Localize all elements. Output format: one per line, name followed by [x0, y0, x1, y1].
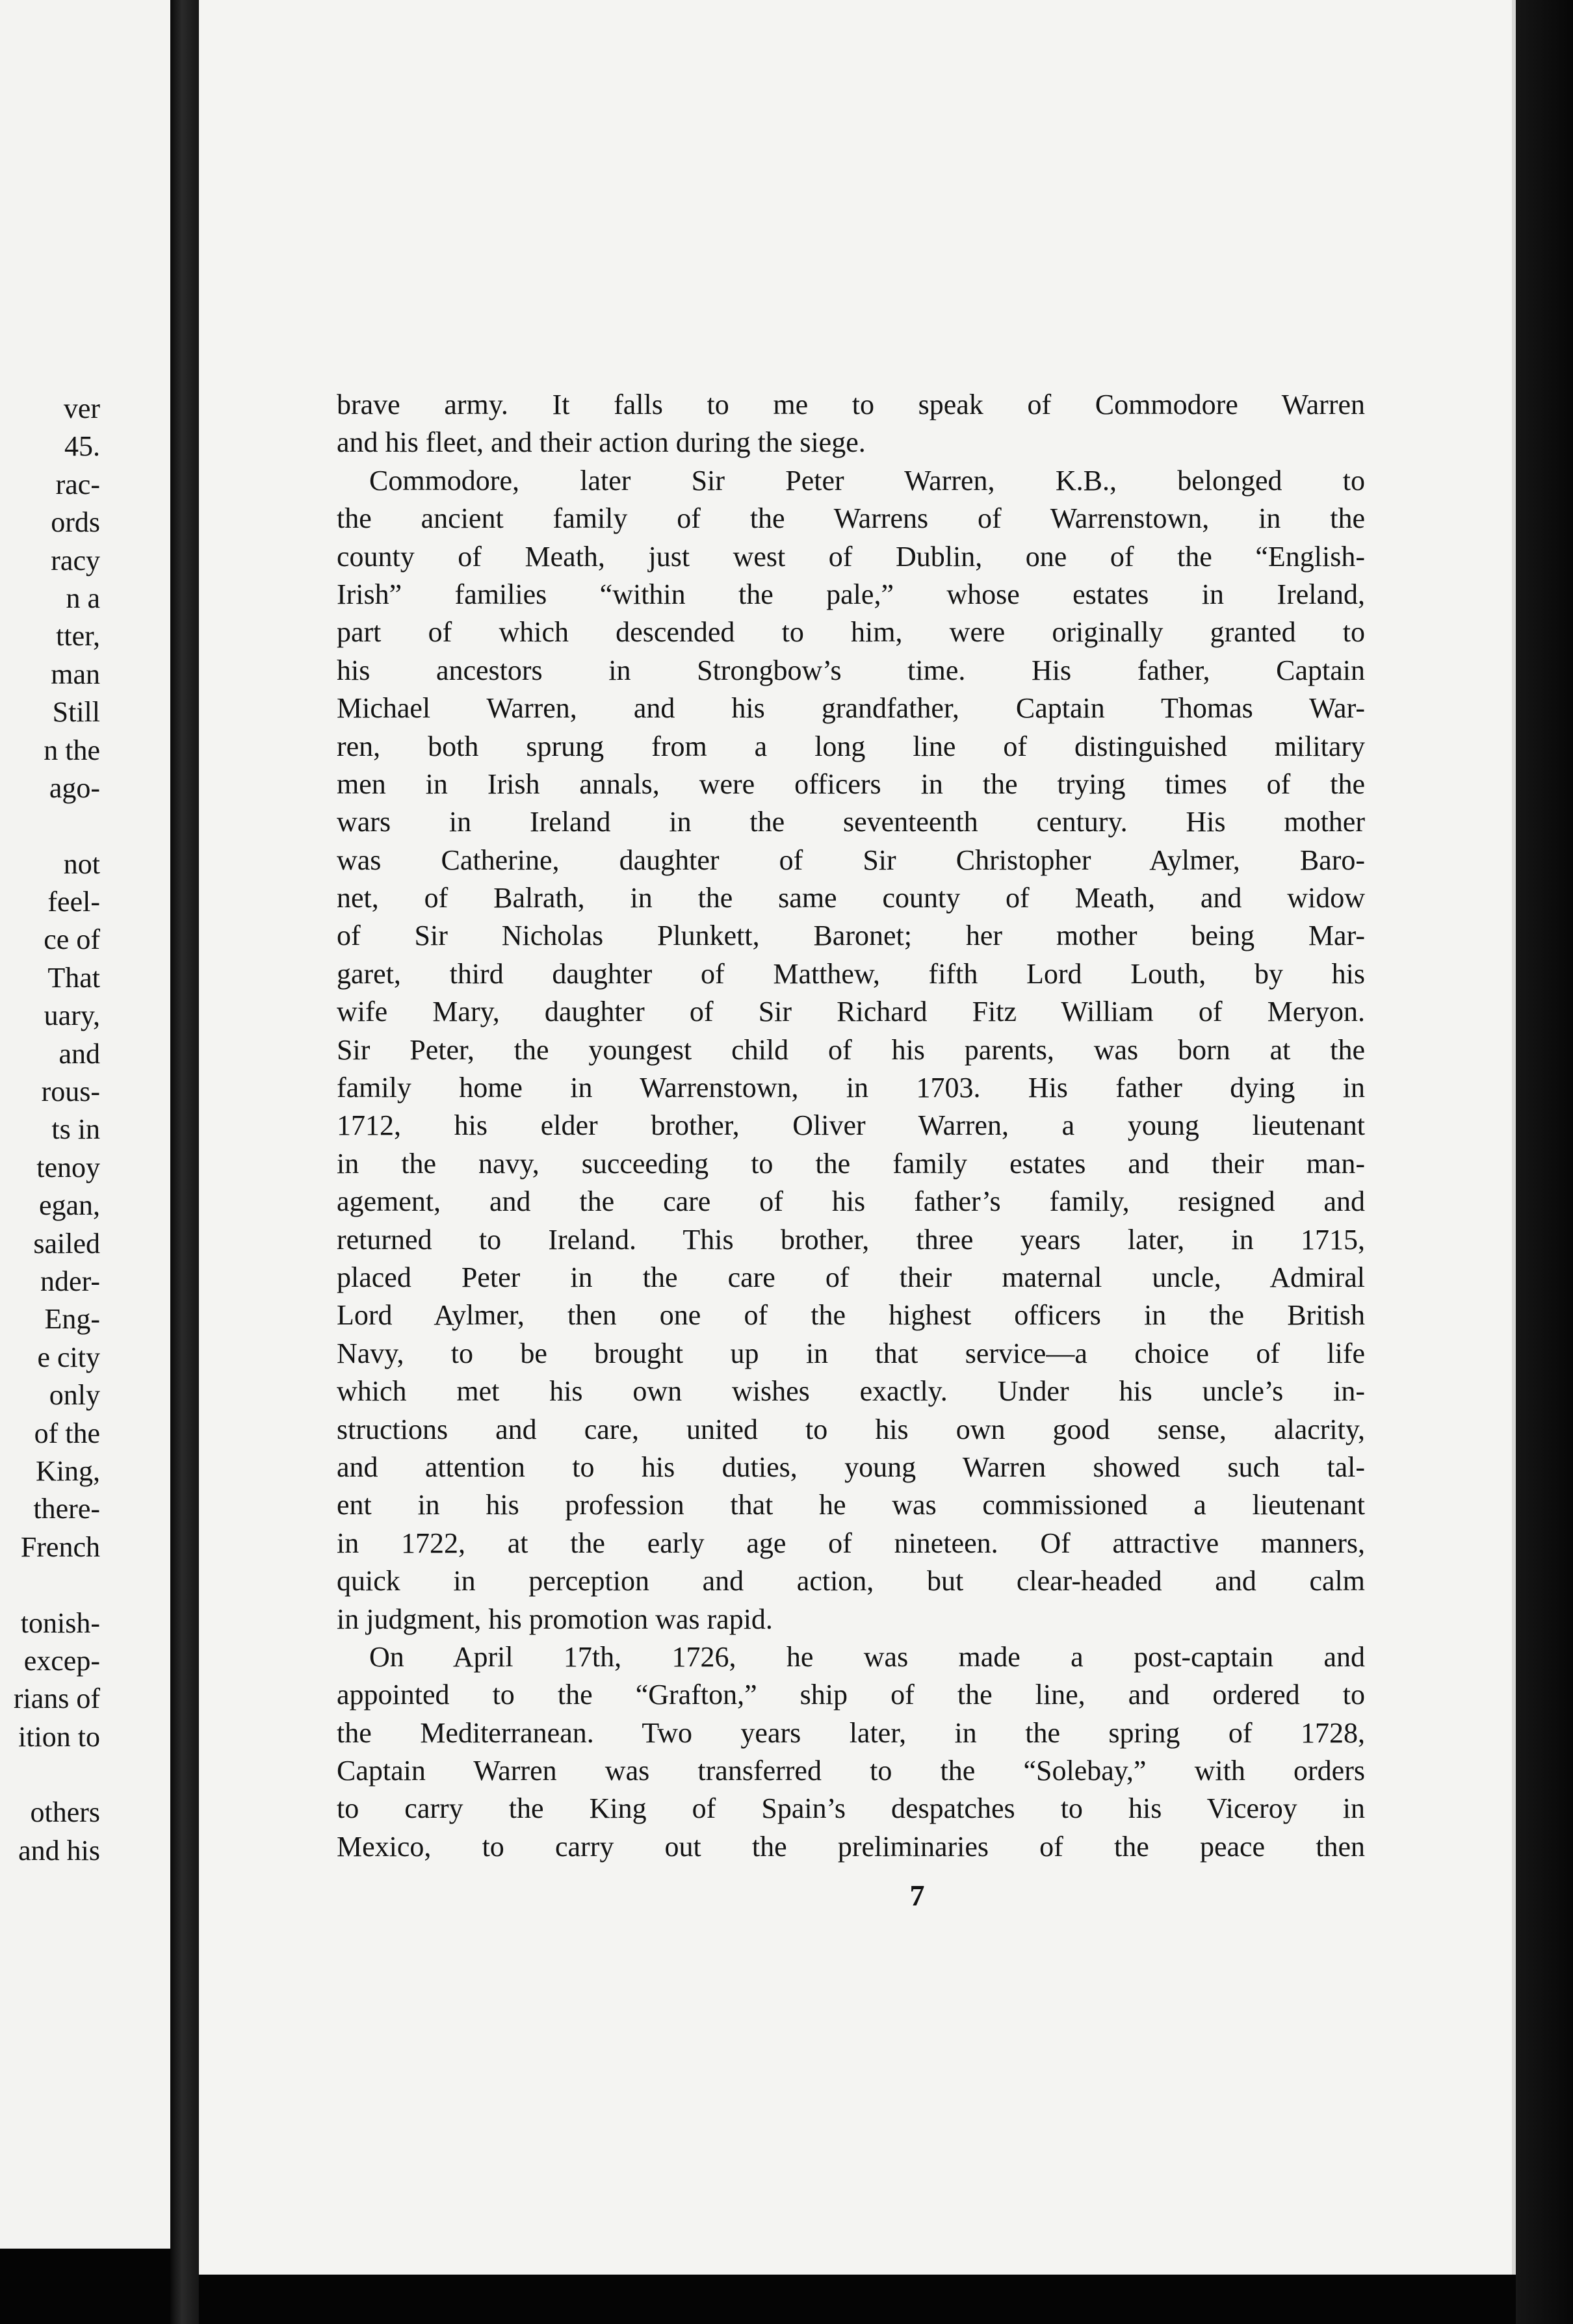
book-gutter — [170, 0, 199, 2324]
left-page-line: rians of — [13, 1683, 100, 1715]
left-page-line: ce of — [44, 923, 100, 956]
text-line: net, of Balrath, in the same county of Meath, and widow — [337, 882, 1365, 914]
main-page — [199, 0, 1516, 2275]
left-page-line: 45. — [64, 430, 100, 463]
text-line: in the navy, succeeding to the family estates and their man- — [337, 1147, 1365, 1180]
left-page-line: n a — [66, 582, 100, 614]
left-page-line — [0, 1756, 100, 1794]
left-page-line: excep- — [23, 1644, 100, 1677]
text-line: structions and care, united to his own good sense, alacrity, — [337, 1413, 1365, 1445]
left-page-line — [0, 807, 100, 845]
left-page-line: of the — [34, 1417, 100, 1449]
left-page-line: e city — [37, 1341, 100, 1373]
text-line: Commodore, later Sir Peter Warren, K.B., belonged to — [369, 464, 1365, 497]
text-line: and his fleet, and their action during the siege. — [337, 426, 866, 459]
left-page-line: That — [47, 961, 100, 994]
text-line: ren, both sprung from a long line of distinguished military — [337, 730, 1365, 762]
text-line: 1712, his elder brother, Oliver Warren, a young lieutenant — [337, 1109, 1365, 1142]
text-line: in judgment, his promotion was rapid. — [337, 1603, 773, 1635]
text-line: which met his own wishes exactly. Under his uncle’s in- — [337, 1375, 1365, 1408]
text-line: quick in perception and action, but clear-headed and calm — [337, 1565, 1365, 1597]
page-edge — [1516, 0, 1573, 2324]
text-line: the Mediterranean. Two years later, in the spring of 1728, — [337, 1716, 1365, 1749]
left-page-line: sailed — [33, 1227, 100, 1259]
text-line: his ancestors in Strongbow’s time. His father, Captain — [337, 654, 1365, 686]
left-page-line: tenoy — [36, 1151, 100, 1183]
text-line: placed Peter in the care of their maternal uncle, Admiral — [337, 1261, 1365, 1293]
left-page-line: ords — [51, 506, 100, 539]
left-page-line — [0, 1566, 100, 1604]
text-line: family home in Warrenstown, in 1703. His father dying in — [337, 1072, 1365, 1104]
left-page-line: rous- — [41, 1076, 100, 1108]
text-line: garet, third daughter of Matthew, fifth Lord Louth, by his — [337, 957, 1365, 990]
text-line: to carry the King of Spain’s despatches to his Viceroy in — [337, 1792, 1365, 1825]
page-number: 7 — [909, 1879, 925, 1912]
left-page-line: others — [30, 1796, 100, 1829]
text-line: Navy, to be brought up in that service—a choice of life — [337, 1337, 1365, 1369]
left-page-line: Still — [52, 696, 100, 729]
left-page-line: feel- — [47, 886, 100, 918]
left-page-line: Eng- — [44, 1303, 100, 1336]
text-line: county of Meath, just west of Dublin, one of the “English- — [337, 540, 1365, 573]
left-page-line: ver — [63, 393, 100, 424]
left-page-line: not — [63, 847, 100, 880]
left-page-line: and his — [18, 1834, 100, 1866]
left-page-text-column — [0, 390, 100, 1870]
left-page-fragment — [0, 0, 170, 2249]
left-page-line: and — [58, 1037, 100, 1070]
text-line: was Catherine, daughter of Sir Christopher Aylmer, Baro- — [337, 844, 1365, 876]
text-line: the ancient family of the Warrens of Warrenstown, in the — [337, 502, 1365, 535]
text-line: On April 17th, 1726, he was made a post-captain and — [369, 1640, 1365, 1673]
text-line: Captain Warren was transferred to the “Solebay,” with orders — [337, 1755, 1365, 1787]
left-page-line: tonish- — [20, 1607, 100, 1639]
text-line: returned to Ireland. This brother, three years later, in 1715, — [337, 1223, 1365, 1256]
text-line: part of which descended to him, were originally granted to — [337, 616, 1365, 649]
left-page-line: man — [51, 658, 100, 690]
text-line: wife Mary, daughter of Sir Richard Fitz William of Meryon. — [337, 996, 1365, 1028]
left-page-line: ago- — [49, 771, 100, 804]
text-line: Irish” families “within the pale,” whose estates in Ireland, — [337, 578, 1365, 610]
text-line: wars in Ireland in the seventeenth century. His mother — [337, 806, 1365, 838]
left-page-line: racy — [51, 544, 100, 576]
text-line: of Sir Nicholas Plunkett, Baronet; her mother being Mar- — [337, 920, 1365, 952]
text-line: in 1722, at the early age of nineteen. Of attractive manners, — [337, 1527, 1365, 1559]
left-page-line: French — [20, 1530, 100, 1563]
text-line: ent in his profession that he was commissioned a lieutenant — [337, 1489, 1365, 1521]
left-page-line: egan, — [38, 1189, 100, 1222]
text-line: Mexico, to carry out the preliminaries of the peace then — [337, 1830, 1365, 1863]
text-line: Lord Aylmer, then one of the highest officers in the British — [337, 1299, 1365, 1332]
left-page-line: uary, — [44, 1000, 100, 1032]
text-line: Michael Warren, and his grandfather, Captain Thomas War- — [337, 692, 1365, 725]
text-line: and attention to his duties, young Warren showed such tal- — [337, 1451, 1365, 1483]
text-line: appointed to the “Grafton,” ship of the line, and ordered to — [337, 1679, 1365, 1711]
text-line: Sir Peter, the youngest child of his parents, was born at the — [337, 1033, 1365, 1066]
text-line: brave army. It falls to me to speak of Commodore Warren — [337, 389, 1365, 420]
left-page-line: King, — [36, 1454, 100, 1487]
left-page-line: n the — [44, 734, 100, 766]
text-line: men in Irish annals, were officers in the trying times of the — [337, 768, 1365, 800]
text-line: agement, and the care of his father’s family, resigned and — [337, 1185, 1365, 1218]
left-page-line: ition to — [18, 1720, 100, 1753]
left-page-line: only — [49, 1379, 100, 1412]
left-page-line: ts in — [51, 1113, 100, 1146]
left-page-line: nder- — [40, 1265, 100, 1297]
left-page-line: tter, — [56, 620, 100, 652]
left-page-line: there- — [33, 1493, 100, 1525]
body-text — [337, 386, 1365, 1866]
left-page-line: rac- — [55, 468, 100, 500]
